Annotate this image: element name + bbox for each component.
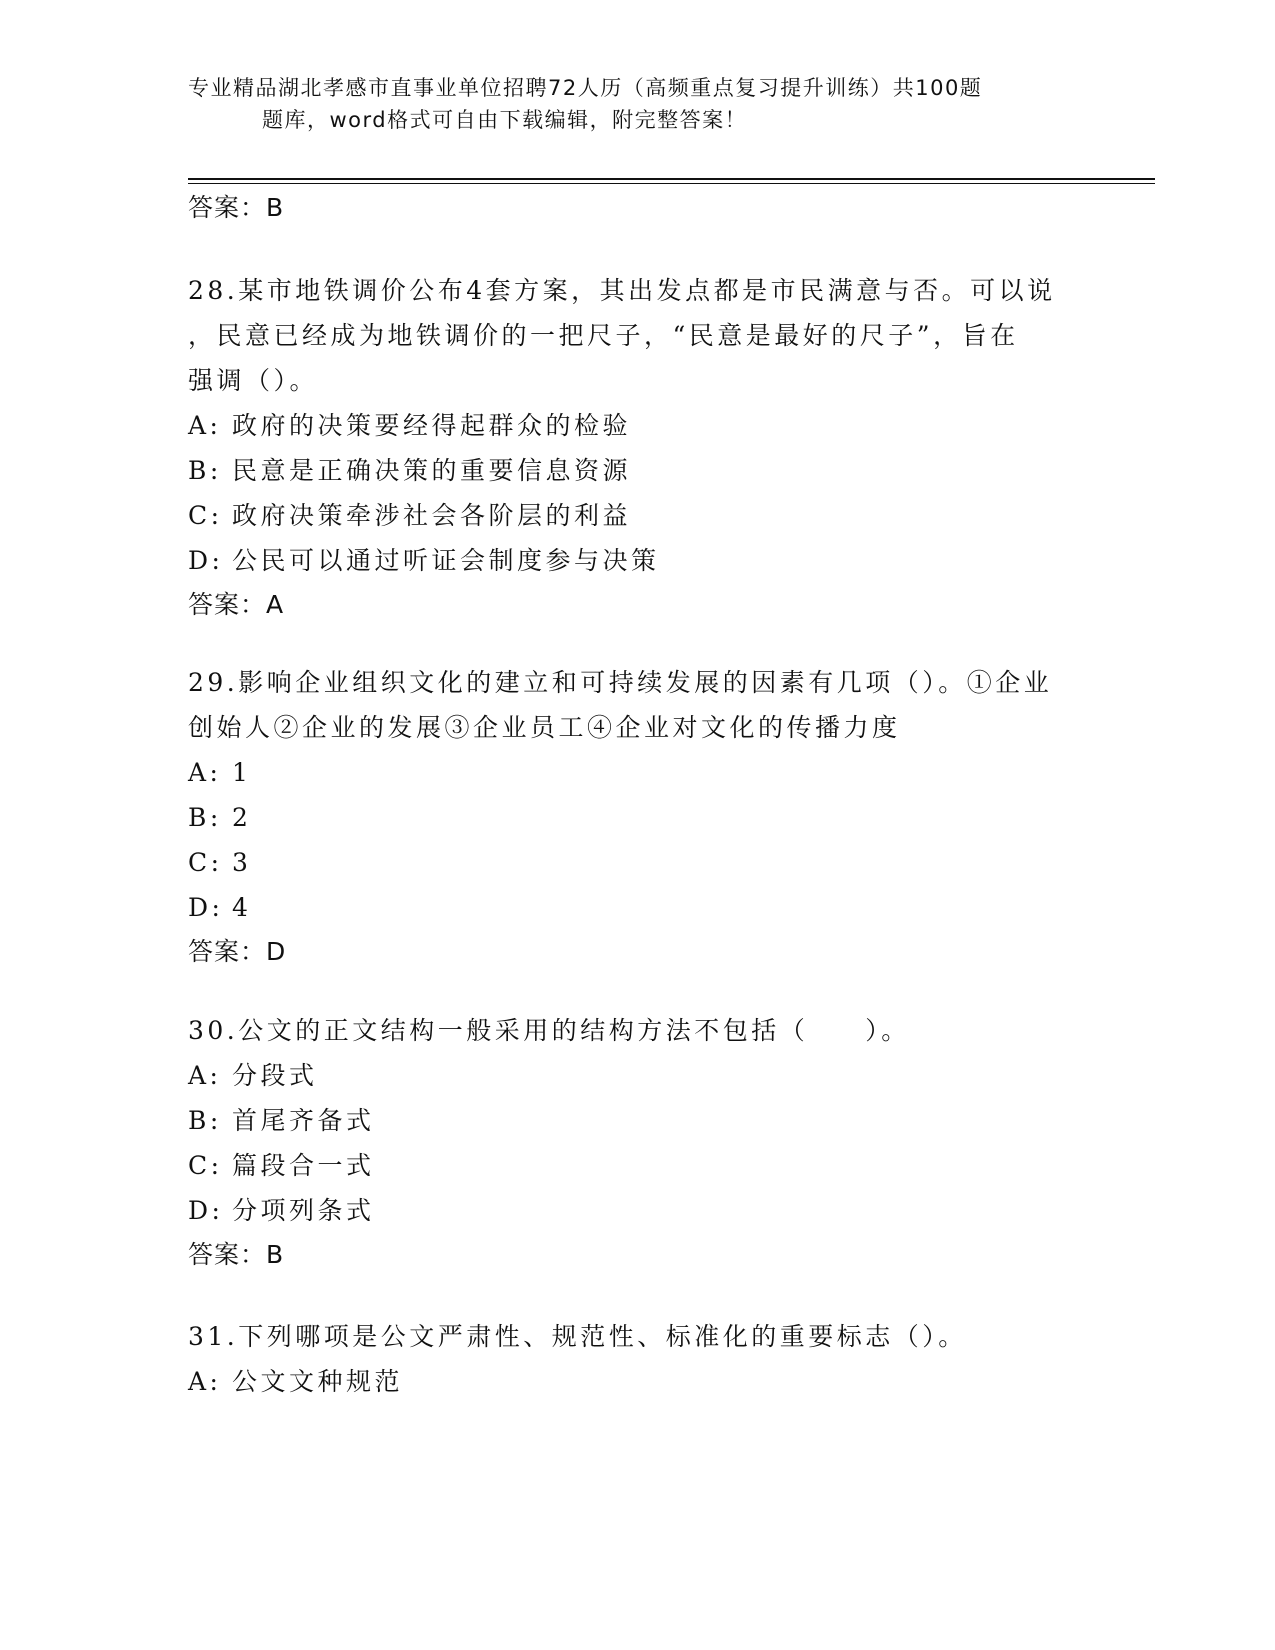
option-key: C: (188, 1151, 223, 1180)
option-key: D: (188, 546, 224, 575)
option-c (188, 840, 1088, 885)
question-31 (188, 1314, 1088, 1404)
option-c (188, 1143, 1088, 1188)
question-stem-line: 29.影响企业组织文化的建立和可持续发展的因素有几项（）。①企业 (188, 668, 1053, 697)
option-a (188, 1053, 1088, 1098)
document-header (188, 72, 1088, 136)
option-b (188, 448, 1088, 493)
answer-label: 答案：A (188, 590, 285, 619)
option-key: B: (188, 1106, 222, 1135)
option-key: D: (188, 1196, 224, 1225)
option-text: 政府的决策要经得起群众的检验 (232, 411, 632, 440)
option-text: 政府决策牵涉社会各阶层的利益 (232, 501, 632, 530)
option-text: 首尾齐备式 (232, 1106, 375, 1135)
option-key: C: (188, 848, 223, 877)
option-key: B: (188, 803, 222, 832)
option-key: A: (188, 1367, 222, 1396)
option-text: 篇段合一式 (232, 1151, 375, 1180)
question-stem-line: ，民意已经成为地铁调价的一把尺子，“民意是最好的尺子”，旨在 (188, 321, 1019, 350)
option-key: C: (188, 501, 223, 530)
previous-answer-block (188, 186, 1088, 230)
option-key: A: (188, 758, 222, 787)
question-stem-line: 31.下列哪项是公文严肃性、规范性、标准化的重要标志（）。 (188, 1322, 967, 1351)
option-b (188, 1098, 1088, 1143)
option-key: A: (188, 411, 222, 440)
option-text: 3 (232, 848, 252, 877)
option-text: 分项列条式 (232, 1196, 375, 1225)
answer-label: 答案：B (188, 1240, 285, 1269)
option-text: 公民可以通过听证会制度参与决策 (232, 546, 660, 575)
option-text: 2 (232, 803, 252, 832)
answer-label: 答案：D (188, 937, 287, 966)
question-30 (188, 1008, 1088, 1277)
option-d (188, 885, 1088, 930)
question-29 (188, 660, 1088, 974)
question-stem-line: 创始人②企业的发展③企业员工④企业对文化的传播力度 (188, 713, 901, 742)
option-text: 公文文种规范 (232, 1367, 404, 1396)
option-a (188, 403, 1088, 448)
option-key: D: (188, 893, 224, 922)
option-key: A: (188, 1061, 222, 1090)
option-a (188, 750, 1088, 795)
header-rule-thin (188, 183, 1155, 184)
option-a (188, 1359, 1088, 1404)
option-text: 1 (232, 758, 252, 787)
option-c (188, 493, 1088, 538)
option-d (188, 538, 1088, 583)
option-text: 民意是正确决策的重要信息资源 (232, 456, 632, 485)
question-stem-line: 28.某市地铁调价公布4套方案，其出发点都是市民满意与否。可以说 (188, 276, 1056, 305)
header-line-1: 专业精品湖北孝感市直事业单位招聘72人历（高频重点复习提升训练）共100题 (188, 76, 983, 100)
option-key: B: (188, 456, 222, 485)
option-text: 4 (232, 893, 252, 922)
question-stem-line: 30.公文的正文结构一般采用的结构方法不包括（ ）。 (188, 1016, 910, 1045)
header-rule (188, 178, 1155, 180)
header-line-2: 题库，word格式可自由下载编辑，附完整答案！ (262, 108, 748, 132)
option-d (188, 1188, 1088, 1233)
question-stem-line: 强调（）。 (188, 366, 319, 395)
answer-label: 答案：B (188, 193, 285, 222)
option-text: 分段式 (232, 1061, 318, 1090)
option-b (188, 795, 1088, 840)
question-28 (188, 268, 1088, 627)
